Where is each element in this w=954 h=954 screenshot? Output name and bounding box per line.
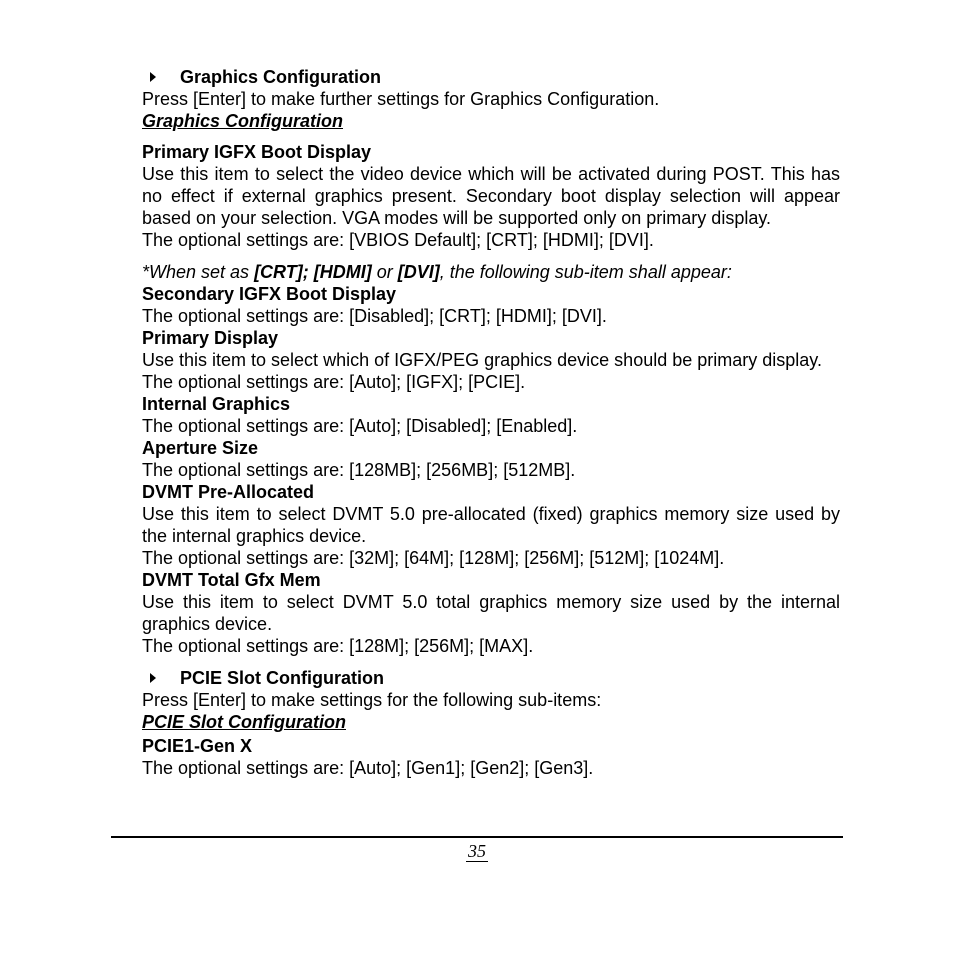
internal-graphics-options: The optional settings are: [Auto]; [Disabled]; [Enabled]. [142,416,578,436]
bullet-arrow-icon [150,673,156,683]
primary-igfx-options: The optional settings are: [VBIOS Default]; [CRT]; [HDMI]; [DVI]. [142,230,654,250]
pcie-subtitle: PCIE Slot Configuration [142,712,346,732]
graphics-intro: Press [Enter] to make further settings for Graphics Configuration. [142,89,660,109]
internal-graphics-title: Internal Graphics [142,394,291,414]
pcie1-title: PCIE1-Gen X [142,736,253,756]
bullet-arrow-icon [150,72,156,82]
graphics-subtitle: Graphics Configuration [142,111,344,131]
dvmt-total-title: DVMT Total Gfx Mem [142,570,321,590]
primary-display-desc: Use this item to select which of IGFX/PEG graphics device should be primary display. [142,350,822,370]
dvmt-total-options: The optional settings are: [128M]; [256M]; [MAX]. [142,636,534,656]
primary-igfx-title: Primary IGFX Boot Display [142,142,372,162]
aperture-size-title: Aperture Size [142,438,259,458]
pcie-intro: Press [Enter] to make settings for the following sub-items: [142,690,602,710]
pcie-heading-text: PCIE Slot Configuration [180,668,384,688]
page-content [142,66,840,779]
sub-item-note: *When set as [CRT]; [HDMI] or [DVI], the following sub-item shall appear: [142,262,732,282]
dvmt-total-desc: Use this item to select DVMT 5.0 total graphics memory size used by the internal graphics device. [142,592,840,634]
dvmt-pre-options: The optional settings are: [32M]; [64M]; [128M]; [256M]; [512M]; [1024M]. [142,548,725,568]
primary-display-options: The optional settings are: [Auto]; [IGFX]; [PCIE]. [142,372,526,392]
graphics-section-heading [142,66,840,88]
page-number: 35 [468,841,486,861]
secondary-igfx-title: Secondary IGFX Boot Display [142,284,397,304]
graphics-heading-text: Graphics Configuration [180,67,382,87]
dvmt-pre-title: DVMT Pre-Allocated [142,482,315,502]
pcie1-options: The optional settings are: [Auto]; [Gen1]; [Gen2]; [Gen3]. [142,758,594,778]
secondary-igfx-options: The optional settings are: [Disabled]; [CRT]; [HDMI]; [DVI]. [142,306,607,326]
primary-display-title: Primary Display [142,328,279,348]
pcie-section-heading [142,667,840,689]
aperture-size-options: The optional settings are: [128MB]; [256MB]; [512MB]. [142,460,576,480]
primary-igfx-desc: Use this item to select the video device which will be activated during POST. This has no effect if external graphics present. Secondary boot display selection will appear based on your selection. VGA modes will be supported only on primary display. [142,164,840,228]
footer-divider [111,836,843,838]
dvmt-pre-desc: Use this item to select DVMT 5.0 pre-allocated (fixed) graphics memory size used by the internal graphics device. [142,504,840,546]
